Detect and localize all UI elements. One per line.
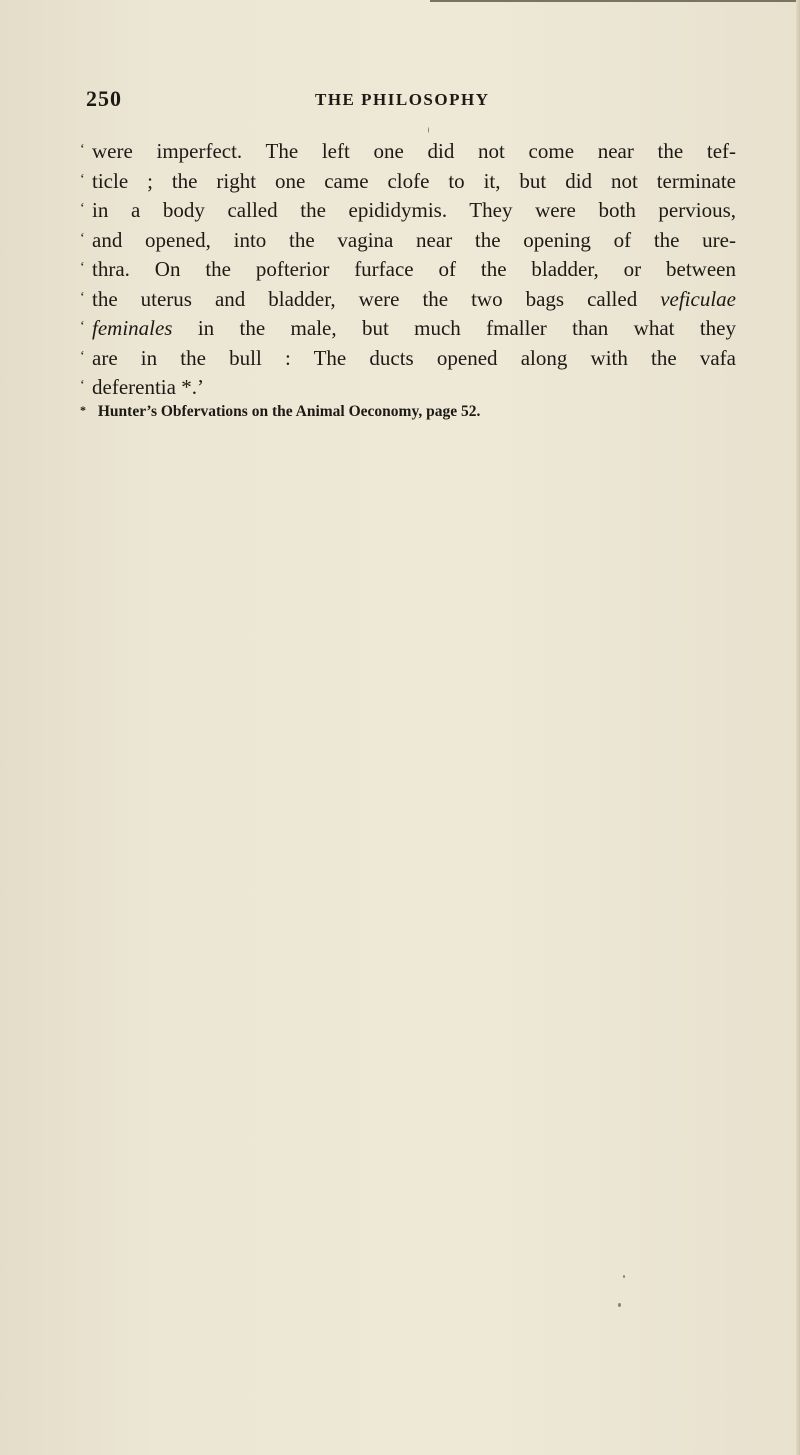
paper-speck	[623, 1275, 625, 1278]
text-line	[80, 372, 736, 402]
text-line	[80, 313, 736, 343]
quote-mark: ‘	[80, 378, 85, 393]
text-segment: and opened, into the vagina near the opening of the ure-	[92, 227, 736, 252]
body-text	[80, 136, 740, 402]
text-line	[80, 343, 736, 373]
italic-term: veficulae	[660, 286, 736, 311]
text-segment: deferentia *.’	[92, 375, 204, 399]
text-line	[80, 195, 736, 225]
text-segment: thra. On the pofterior furface of the bladder, or between	[92, 257, 736, 281]
quote-mark: ‘	[80, 348, 85, 364]
text-segment: the uterus and bladder, were the two bags called	[92, 286, 661, 311]
quote-mark: ‘	[80, 142, 85, 157]
page-number: 250	[86, 86, 122, 111]
text-line	[80, 166, 736, 196]
running-title: THE PHILOSOPHY	[315, 90, 490, 109]
text-segment: in the male, but much fmaller than what they	[172, 316, 736, 340]
text-line	[80, 254, 736, 284]
text-segment: are in the bull : The ducts opened along with the vafa	[92, 345, 736, 370]
quote-mark: ‘	[80, 289, 85, 305]
footnote	[80, 403, 480, 421]
quote-mark: ‘	[80, 260, 85, 275]
running-head	[86, 86, 746, 116]
paper-speck	[428, 127, 429, 133]
text-segment: were imperfect. The left one did not come near the tef-	[92, 139, 736, 163]
italic-term: feminales	[92, 316, 173, 340]
page-top-edge	[430, 0, 800, 2]
text-segment: in a body called the epididymis. They were both pervious,	[92, 198, 736, 222]
footnote-text: Hunter’s Obfervations on the Animal Oeconomy, page 52.	[97, 403, 481, 420]
quote-mark: ‘	[80, 201, 85, 216]
page-right-edge	[796, 0, 800, 1455]
quote-mark: ‘	[80, 319, 85, 334]
text-line	[80, 284, 736, 314]
text-line	[80, 225, 736, 255]
text-segment: ticle ; the right one came clofe to it, but did not terminate	[92, 168, 736, 193]
quote-mark: ‘	[80, 171, 85, 187]
quote-mark: ‘	[80, 230, 85, 246]
footnote-marker: *	[80, 403, 86, 417]
text-line	[80, 136, 736, 166]
paper-speck	[618, 1303, 621, 1307]
